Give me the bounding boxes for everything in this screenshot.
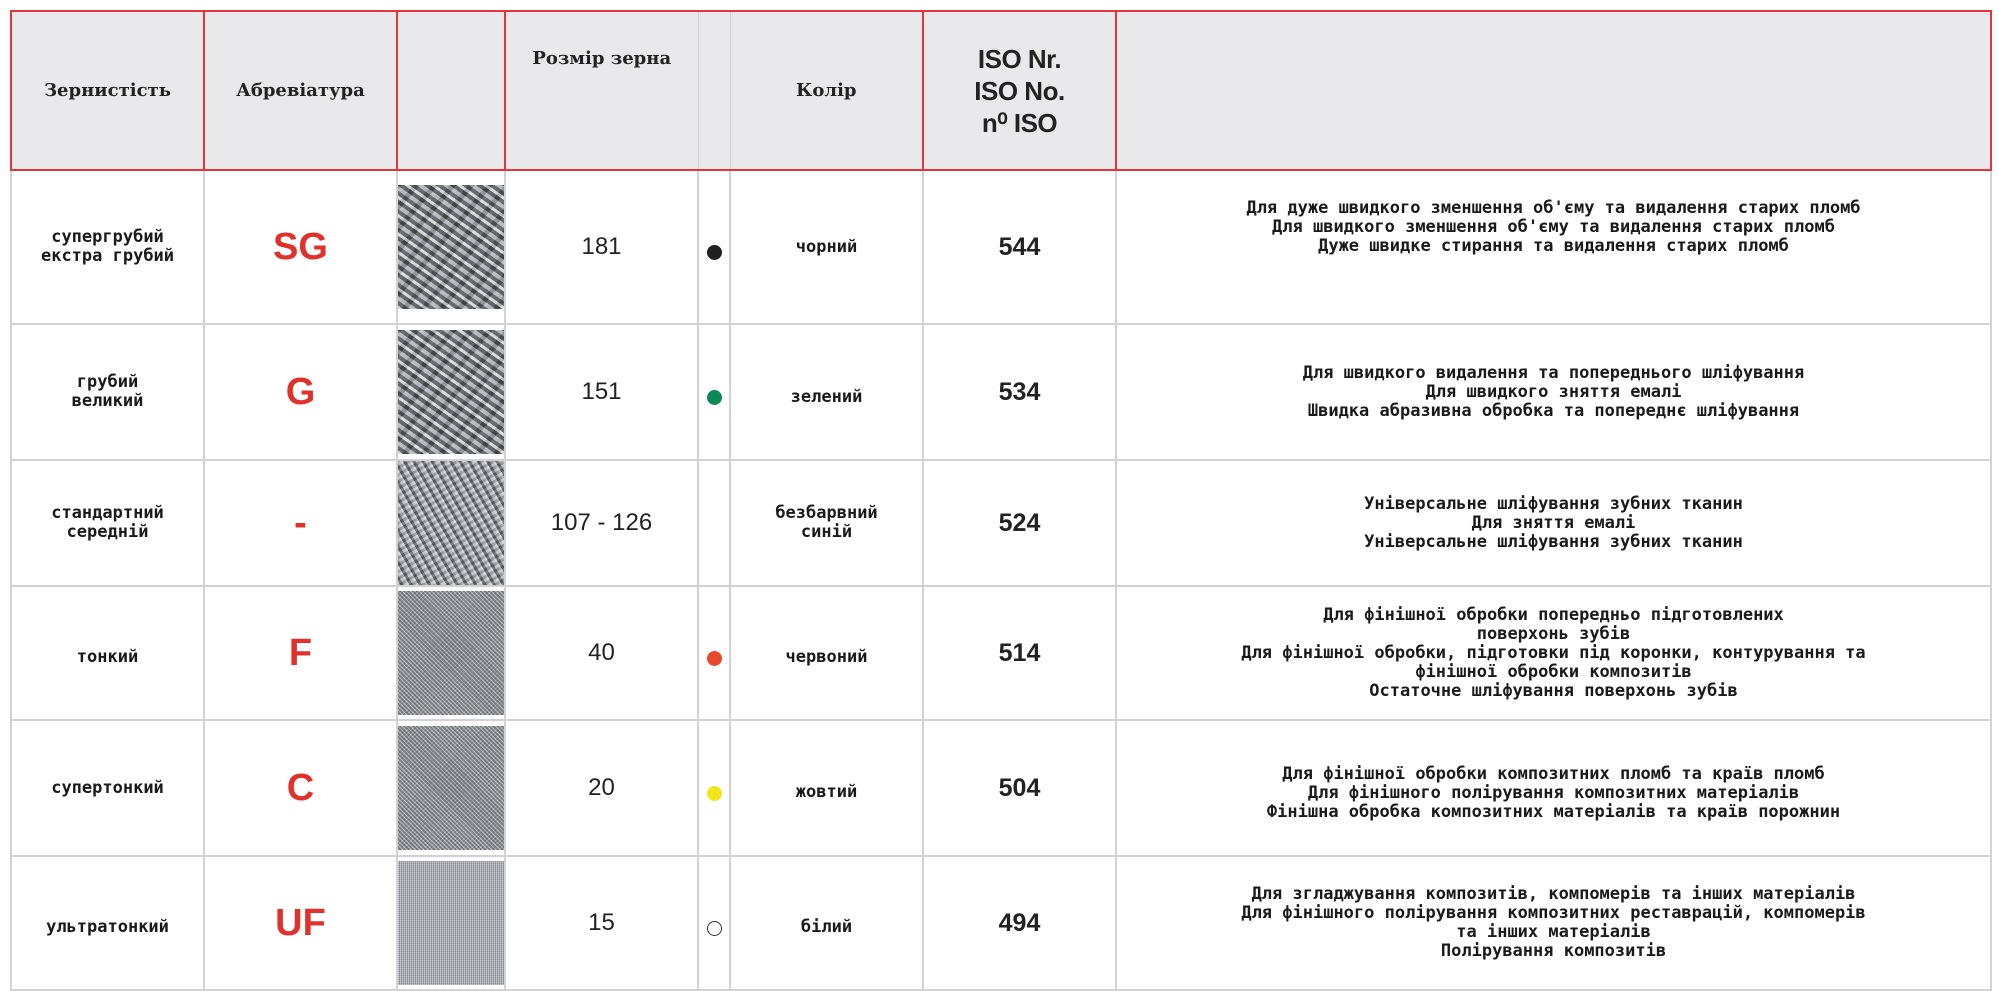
- table-row: [11, 586, 1991, 720]
- grit-name: грубий великий: [11, 324, 204, 460]
- color-name: зелений: [730, 324, 923, 460]
- color-dot-cell: [698, 856, 730, 990]
- grit-texture-image: [397, 856, 505, 990]
- table-row: [11, 324, 1991, 460]
- header-dot: [698, 11, 730, 170]
- abbreviation: G: [204, 324, 397, 460]
- grain-size: 151: [505, 324, 698, 460]
- description: [1116, 324, 1991, 460]
- header-row: [11, 11, 1991, 170]
- description-line: Фінішна обробка композитних матеріалів та країв порожнин: [1266, 801, 1841, 822]
- description-line: Дуже швидке стирання та видалення старих пломб: [1318, 236, 1789, 256]
- header-color: Колір: [730, 11, 923, 170]
- header-grit: Зернистість: [11, 11, 204, 170]
- iso-number: 524: [923, 460, 1116, 586]
- description-line: Для швидкого зняття емалі: [1425, 381, 1682, 402]
- header-iso-line: ISO Nr.: [977, 43, 1062, 74]
- header-abbreviation: Абревіатура: [204, 11, 397, 170]
- abbreviation: C: [204, 720, 397, 856]
- description-line: Для зняття емалі: [1471, 512, 1636, 533]
- grit-texture-image: [397, 460, 505, 586]
- grain-size: 15: [505, 856, 698, 990]
- grit-name: супергрубий екстра грубий: [11, 170, 204, 324]
- description: [1116, 856, 1991, 990]
- abbreviation: -: [204, 460, 397, 586]
- description-line: Для фінішної обробки попередньо підготовлених: [1323, 604, 1784, 625]
- iso-number: 544: [923, 170, 1116, 324]
- color-dot-cell: [698, 324, 730, 460]
- description-line: Для швидкого зменшення об'єму та видалення старих пломб: [1272, 217, 1835, 237]
- grain-size: 107 - 126: [505, 460, 698, 586]
- description-line: Для швидкого видалення та попереднього шліфування: [1302, 362, 1805, 383]
- grit-texture-image: [397, 586, 505, 720]
- description-line: та інших матеріалів: [1456, 922, 1651, 942]
- table-row: [11, 460, 1991, 586]
- description-line: Полірування композитів: [1440, 941, 1667, 961]
- description-line: Для згладжування композитів, компомерів та інших матеріалів: [1251, 884, 1856, 904]
- color-dot-cell: [698, 460, 730, 586]
- iso-number: 514: [923, 586, 1116, 720]
- grit-texture-image: [397, 170, 505, 324]
- color-dot-cell: [698, 170, 730, 324]
- header-iso: [923, 11, 1116, 170]
- description: [1116, 586, 1991, 720]
- grain-size: 40: [505, 586, 698, 720]
- color-dot-icon: [707, 921, 722, 936]
- description-line: Універсальне шліфування зубних тканин: [1364, 493, 1743, 514]
- header-texture: [397, 11, 505, 170]
- description-line: Для фінішної обробки, підготовки під коронки, контурування та: [1241, 642, 1866, 663]
- iso-number: 494: [923, 856, 1116, 990]
- color-name: безбарвний синій: [730, 460, 923, 586]
- grit-table: [10, 10, 1992, 991]
- grit-name: стандартний середній: [11, 460, 204, 586]
- color-name: білий: [730, 856, 923, 990]
- grit-name: супертонкий: [11, 720, 204, 856]
- color-dot-cell: [698, 586, 730, 720]
- header-iso-line: n⁰ ISO: [981, 107, 1058, 138]
- description-line: Для фінішного полірування композитних матеріалів: [1307, 782, 1800, 803]
- header-iso-line: ISO No.: [974, 75, 1065, 106]
- color-name: чорний: [730, 170, 923, 324]
- grit-name: ультратонкий: [11, 856, 204, 990]
- table-row: [11, 170, 1991, 324]
- description-line: поверхонь зубів: [1476, 623, 1631, 644]
- description-line: Для фінішного полірування композитних реставрацій, компомерів: [1241, 903, 1866, 923]
- color-name: червоний: [730, 586, 923, 720]
- description: [1116, 460, 1991, 586]
- header-grain-size: Розмір зерна: [505, 11, 698, 170]
- description-line: Для дуже швидкого зменшення об'єму та видалення старих пломб: [1246, 198, 1861, 218]
- description-line: Універсальне шліфування зубних тканин: [1364, 531, 1743, 552]
- description-line: Швидка абразивна обробка та попереднє шліфування: [1307, 400, 1800, 421]
- iso-number: 504: [923, 720, 1116, 856]
- description-line: Для фінішної обробки композитних пломб та країв пломб: [1282, 763, 1825, 784]
- grit-texture-image: [397, 324, 505, 460]
- grit-texture-image: [397, 720, 505, 856]
- iso-number: 534: [923, 324, 1116, 460]
- color-dot-icon: [707, 786, 722, 801]
- color-name: жовтий: [730, 720, 923, 856]
- color-dot-cell: [698, 720, 730, 856]
- table-row: [11, 856, 1991, 990]
- description-line: Остаточне шліфування поверхонь зубів: [1369, 680, 1738, 701]
- color-dot-icon: [707, 390, 722, 405]
- abbreviation: SG: [204, 170, 397, 324]
- table-row: [11, 720, 1991, 856]
- description-line: фінішної обробки композитів: [1415, 661, 1692, 682]
- grain-size: 20: [505, 720, 698, 856]
- grain-size: 181: [505, 170, 698, 324]
- grit-name: тонкий: [11, 586, 204, 720]
- description: [1116, 720, 1991, 856]
- description: [1116, 170, 1991, 324]
- color-dot-icon: [707, 651, 722, 666]
- header-description: [1116, 11, 1991, 170]
- abbreviation: F: [204, 586, 397, 720]
- color-dot-icon: [707, 245, 722, 260]
- abbreviation: UF: [204, 856, 397, 990]
